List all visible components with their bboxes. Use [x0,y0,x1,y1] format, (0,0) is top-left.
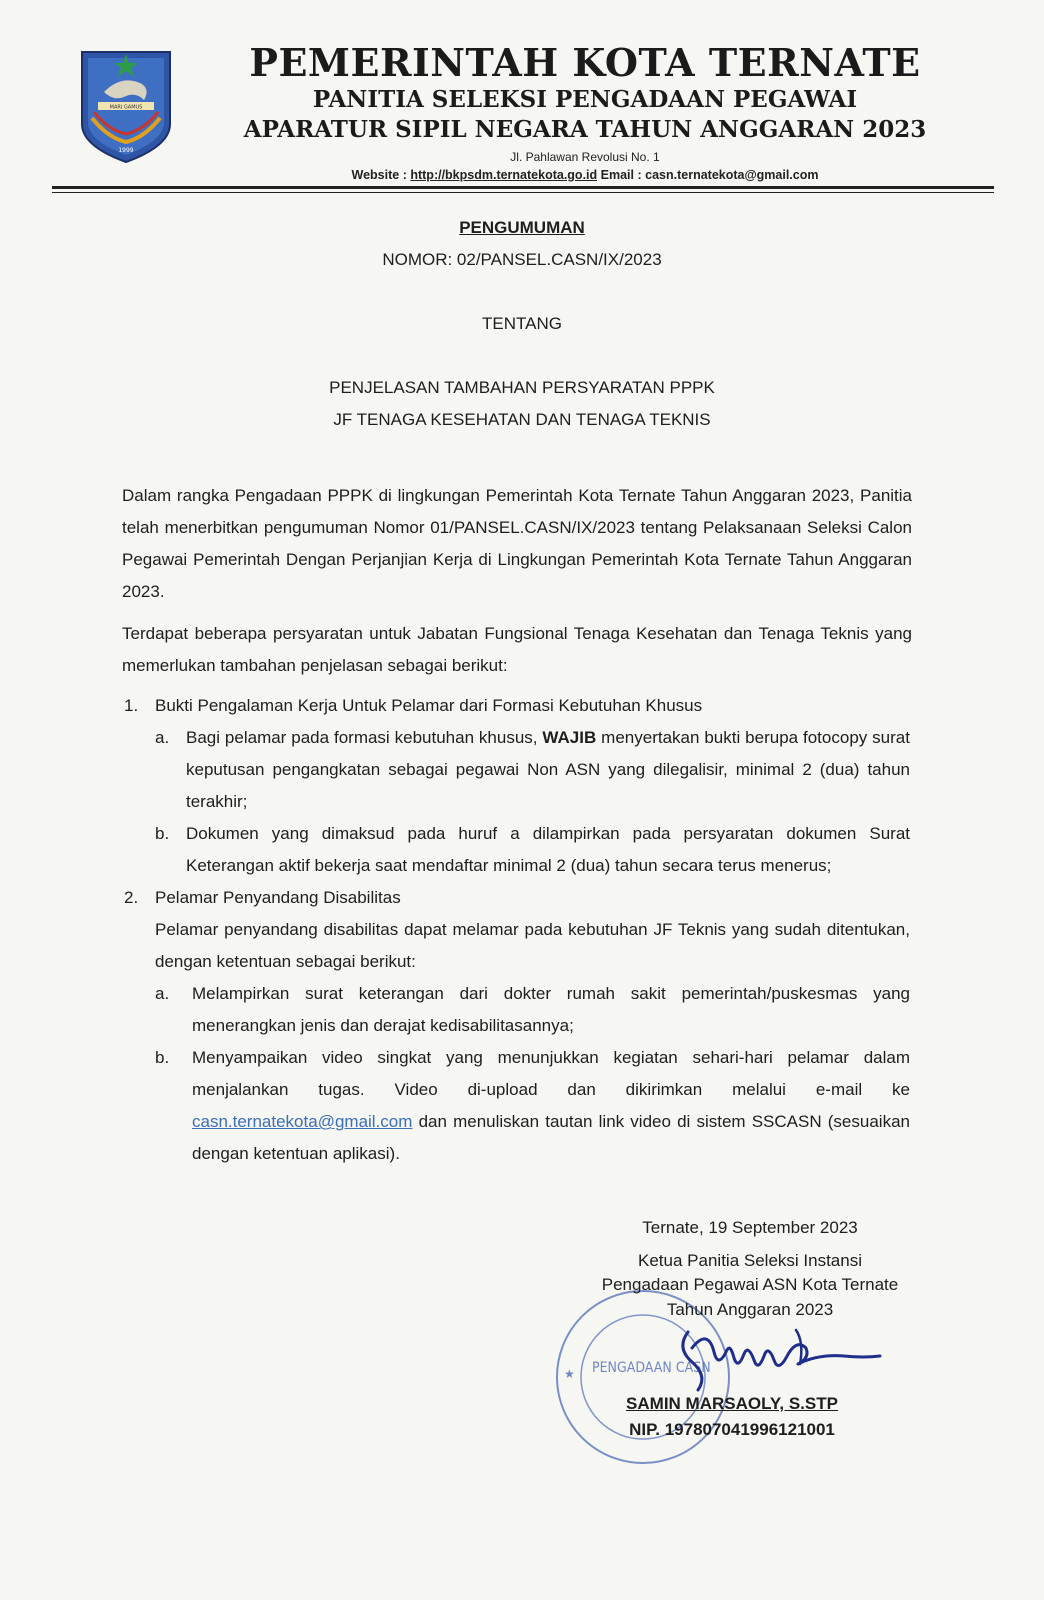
star-icon: ★ [564,1367,575,1381]
email-label: Email : [600,168,642,182]
signatory-name: SAMIN MARSAOLY, S.STP [626,1394,838,1413]
item2-number: 2. [124,888,139,907]
item2b-email-link[interactable]: casn.ternatekota@gmail.com [192,1112,413,1131]
website-link[interactable]: http://bkpsdm.ternatekota.go.id [410,168,598,182]
website-label: Website : [351,168,407,182]
email-address: casn.ternatekota@gmail.com [645,168,819,182]
item1a-text-pre: Bagi pelamar pada formasi kebutuhan khusus, [186,728,538,747]
item2b-text [192,1042,910,1170]
item1a-text-post: menyertakan bukti berupa fotocopy surat keputusan pengangkatan sebagai pegawai Non ASN yang dilegalisir, minimal 2 (dua) tahun terakhir; [186,728,910,811]
item1-number: 1. [124,696,139,715]
signature-role-line1: Ketua Panitia Seleksi Instansi [638,1251,862,1270]
signature-role-line2: Pengadaan Pegawai ASN Kota Ternate [601,1275,899,1294]
announcement-subject-line2: JF TENAGA KESEHATAN DAN TENAGA TEKNIS [333,410,711,429]
item2b-text-post: dan menuliskan tautan link video di sistem SSCASN (sesuaikan dengan ketentuan aplikasi). [192,1112,910,1163]
item2b-text-pre: Menyampaikan video singkat yang menunjukkan kegiatan sehari-hari pelamar dalam menjalankan tugas. Video di-upload dan dikirimkan melalui e-mail ke [192,1048,910,1099]
paragraph-intro: Dalam rangka Pengadaan PPPK di lingkungan Pemerintah Kota Ternate Tahun Anggaran 2023, Panitia telah menerbitkan pengumuman Nomor 01/PANSEL.CASN/IX/2023 tentang Pelaksanaan Seleksi Calon Pegawai Pemerintah Dengan Perjanjian Kerja di Lingkungan Pemerintah Kota Ternate Tahun Anggaran 2023. [122,486,912,601]
item1a-text [186,722,910,818]
letterhead-committee-line2: APARATUR SIPIL NEGARA TAHUN ANGGARAN 2023 [243,116,927,143]
item2a-text: Melampirkan surat keterangan dari dokter rumah sakit pemerintah/puskesmas yang menerangkan jenis dan derajat kedisabilitasannya; [192,984,910,1035]
announcement-number: NOMOR: 02/PANSEL.CASN/IX/2023 [382,250,662,269]
item1-title: Bukti Pengalaman Kerja Untuk Pelamar dari Formasi Kebutuhan Khusus [155,696,703,715]
handwritten-signature [668,1318,890,1398]
signature-role-line3: Tahun Anggaran 2023 [666,1300,834,1319]
letterhead-divider-thin [52,192,994,193]
letterhead-divider-thick [52,186,994,189]
logo-ribbon-text: MARI GAMUS [109,104,143,111]
item2b-letter: b. [155,1048,170,1067]
announcement-about: TENTANG [482,314,562,333]
item1a-letter: a. [155,728,170,747]
letterhead-government-name: PEMERINTAH KOTA TERNATE [249,40,921,85]
announcement-subject-line1: PENJELASAN TAMBAHAN PERSYARATAN PPPK [329,378,715,397]
city-emblem-logo [78,46,174,164]
item2-intro: Pelamar penyandang disabilitas dapat melamar pada kebutuhan JF Teknis yang sudah ditentukan, dengan ketentuan sebagai berikut: [155,920,910,971]
paragraph-requirements: Terdapat beberapa persyaratan untuk Jabatan Fungsional Tenaga Kesehatan dan Tenaga Teknis yang memerlukan tambahan penjelasan sebagai berikut: [122,624,912,675]
item1b-letter: b. [155,824,170,843]
item1a-text-bold: WAJIB [542,728,597,747]
announcement-heading: PENGUMUMAN [459,218,585,237]
stamp-inner-text: PENGADAAN CASN [592,1360,711,1376]
letterhead-contact [170,168,1000,182]
signature-place-date: Ternate, 19 September 2023 [642,1218,858,1237]
item1b-text: Dokumen yang dimaksud pada huruf a dilampirkan pada persyaratan dokumen Surat Keterangan aktif bekerja saat mendaftar minimal 2 (dua) tahun secara terus menerus; [186,824,910,875]
item2-title: Pelamar Penyandang Disabilitas [155,888,401,907]
letterhead-committee-line1: PANITIA SELEKSI PENGADAAN PEGAWAI [312,86,858,113]
letterhead-address: Jl. Pahlawan Revolusi No. 1 [510,150,660,164]
logo-year-text: 1999 [118,147,134,154]
signatory-nip: NIP. 197807041996121001 [629,1420,835,1439]
item2a-letter: a. [155,984,170,1003]
